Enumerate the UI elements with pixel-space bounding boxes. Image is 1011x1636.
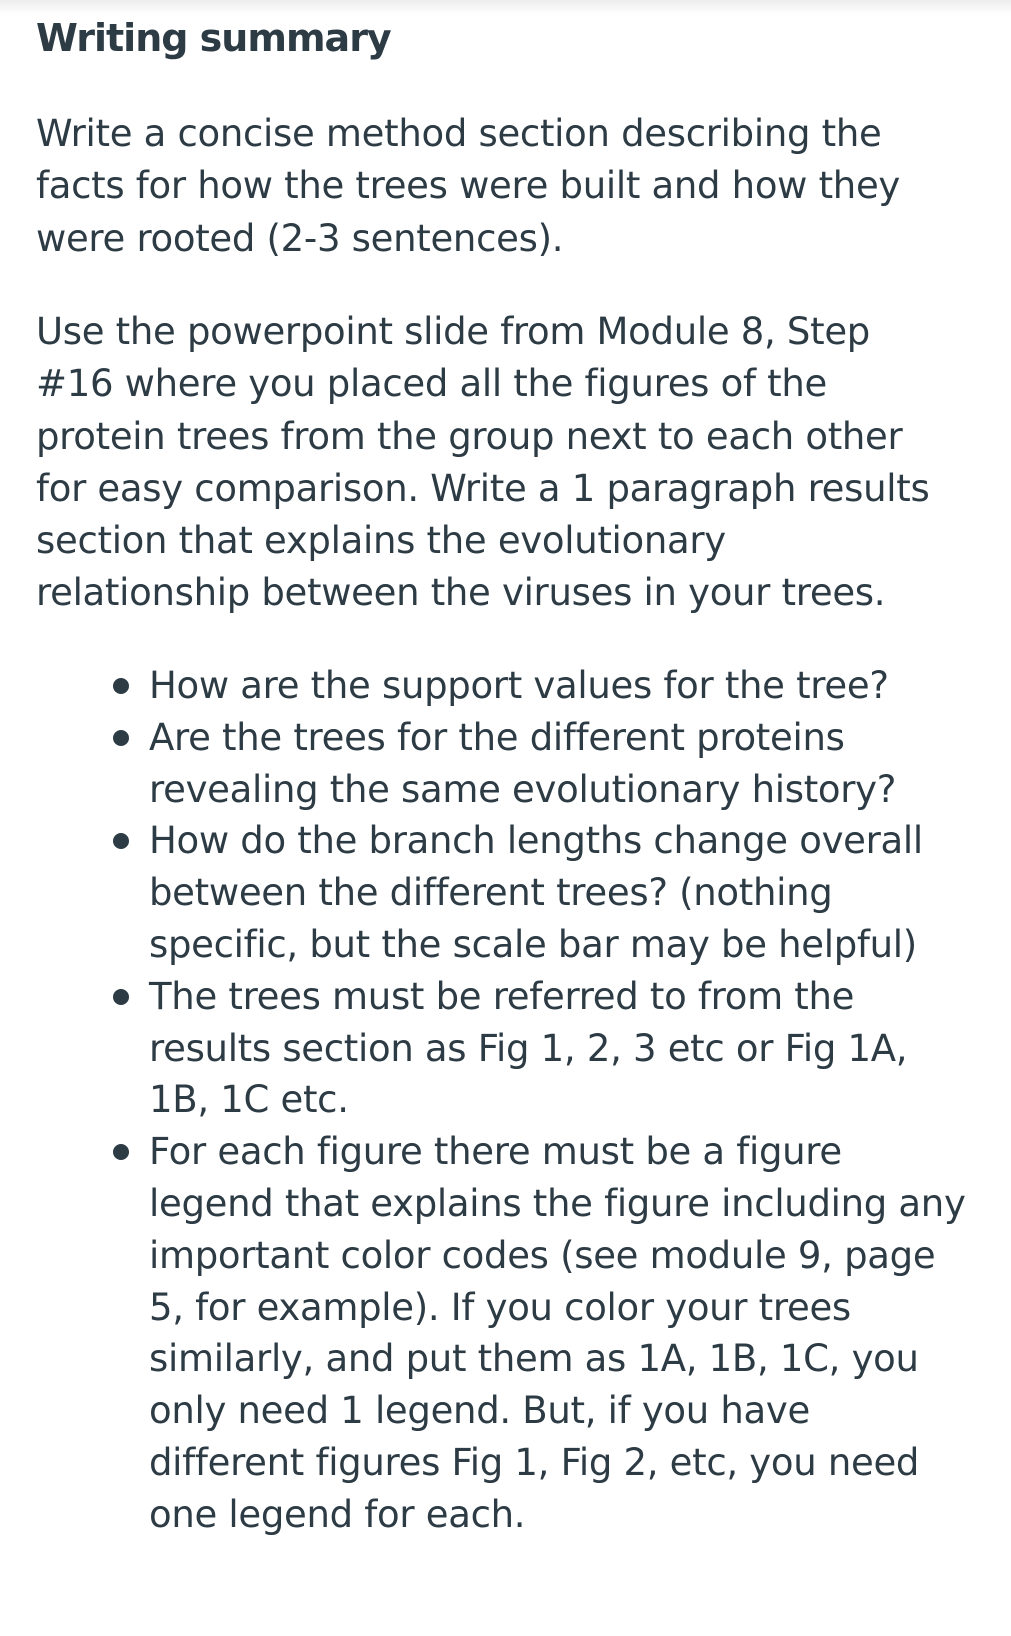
list-item-line: legend that explains the figure including any	[149, 1181, 966, 1225]
list-item	[36, 1126, 996, 1540]
list-item	[36, 815, 996, 970]
paragraph-line: section that explains the evolutionary	[36, 519, 726, 563]
bullet-icon	[113, 678, 129, 694]
list-item-line: revealing the same evolutionary history?	[149, 767, 897, 811]
list-item-line: For each figure there must be a figure	[149, 1130, 842, 1174]
list-item-line: The trees must be referred to from the	[149, 974, 855, 1018]
list-item-line: similarly, and put them as 1A, 1B, 1C, you	[149, 1337, 919, 1381]
list-item	[36, 712, 996, 816]
paragraph-line: for easy comparison. Write a 1 paragraph results	[36, 466, 930, 510]
paragraph-line: #16 where you placed all the figures of the	[36, 362, 827, 406]
paragraph-line: Write a concise method section describing the	[36, 112, 882, 155]
list-item-line: How are the support values for the tree?	[149, 664, 889, 707]
paragraph-line: Use the powerpoint slide from Module 8, Step	[36, 310, 870, 353]
list-item-line: important color codes (see module 9, page	[149, 1233, 936, 1277]
paragraph-line: relationship between the viruses in your trees.	[36, 571, 886, 615]
paragraph-line: were rooted (2-3 sentences).	[36, 216, 564, 260]
results-instruction-paragraph	[36, 306, 996, 620]
list-item-line: only need 1 legend. But, if you have	[149, 1389, 810, 1433]
bullet-icon	[113, 833, 129, 849]
list-item-line: different figures Fig 1, Fig 2, etc, you need	[149, 1440, 920, 1484]
bullet-icon	[113, 989, 129, 1005]
list-item-line: one legend for each.	[149, 1492, 526, 1536]
paragraph-line: facts for how the trees were built and how they	[36, 164, 901, 208]
list-item-line: between the different trees? (nothing	[149, 871, 833, 915]
list-item-line: specific, but the scale bar may be helpful)	[149, 922, 917, 966]
page-title: Writing summary	[36, 16, 391, 60]
bullet-icon	[113, 730, 129, 746]
list-item	[36, 971, 996, 1126]
list-item-line: How do the branch lengths change overall	[149, 819, 923, 863]
list-item-line: results section as Fig 1, 2, 3 etc or Fig 1A,	[149, 1026, 908, 1070]
bullet-icon	[113, 1144, 129, 1160]
list-item	[36, 660, 996, 712]
methods-instruction-paragraph	[36, 108, 996, 265]
list-item-line: 5, for example). If you color your trees	[149, 1285, 851, 1329]
list-item-line: Are the trees for the different proteins	[149, 715, 845, 759]
question-list	[36, 660, 996, 1541]
list-item-line: 1B, 1C etc.	[149, 1078, 349, 1122]
paragraph-line: protein trees from the group next to each other	[36, 414, 903, 458]
